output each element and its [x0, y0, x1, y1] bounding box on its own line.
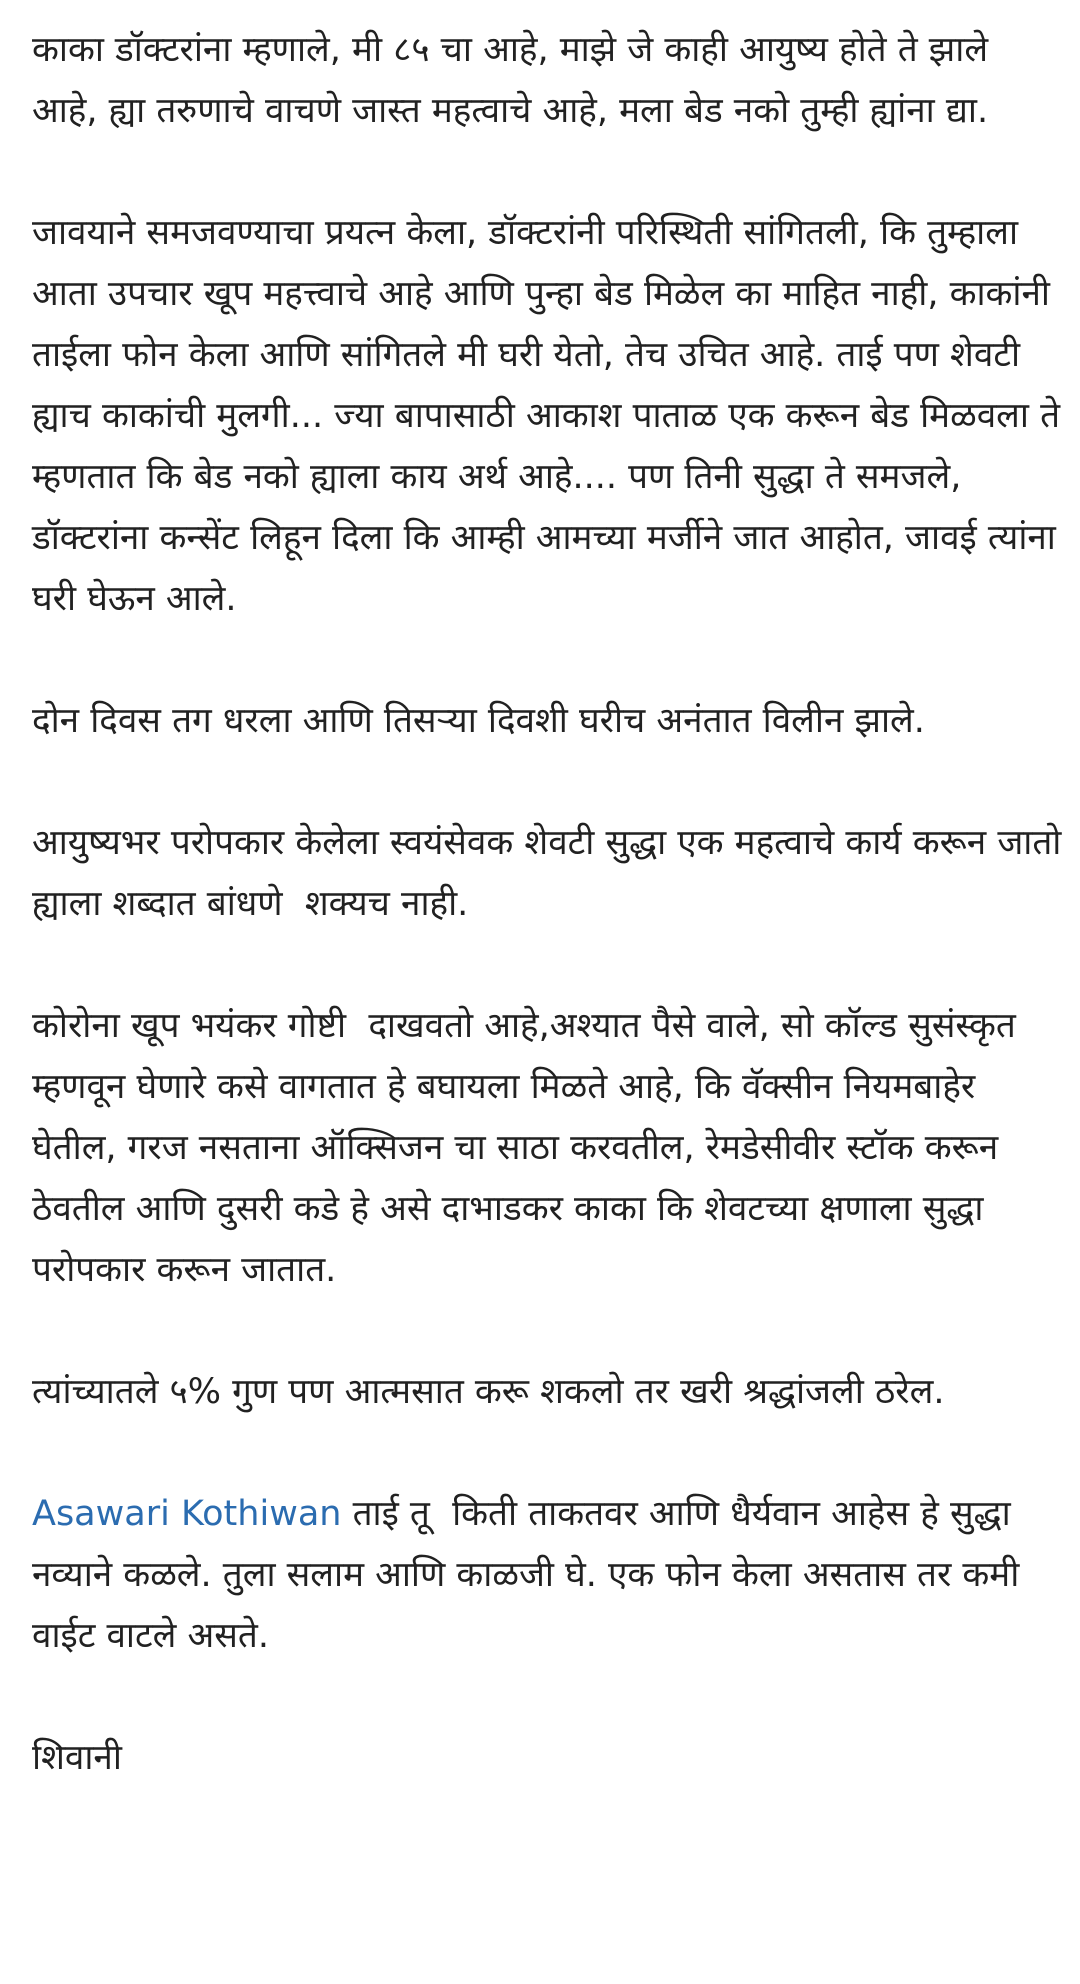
post-paragraph-4: आयुष्यभर परोपकार केलेला स्वयंसेवक शेवटी सुद्धा एक महत्वाचे कार्य करून जातो ह्याला शब्दात बांधणे शक्यच नाही. — [32, 823, 1073, 924]
post-signature: शिवानी — [32, 1738, 122, 1778]
post-paragraph-mention — [32, 1484, 1062, 1667]
post-paragraph-3: दोन दिवस तग धरला आणि तिसऱ्या दिवशी घरीच अनंतात विलीन झाले. — [32, 701, 925, 741]
user-mention-link[interactable]: Asawari Kothiwan — [32, 1494, 342, 1534]
post-paragraph-2: जावयाने समजवण्याचा प्रयत्न केला, डॉक्टरांनी परिस्थिती सांगितली, कि तुम्हाला आता उपचार खूप महत्त्वाचे आहे आणि पुन्हा बेड मिळेल का माहित नाही, काकांनी ताईला फोन केला आणि सांगितले मी घरी येतो, तेच उचित आहे. ताई पण शेवटी ह्याच काकांची मुलगी... ज्या बापासाठी आकाश पाताळ एक करून बेड मिळवला ते म्हणतात कि बेड नको ह्याला काय अर्थ आहे.... पण तिनी सुद्धा ते समजले, डॉक्टरांना कन्सेंट लिहून दिला कि आम्ही आमच्या मर्जीने जात आहोत, जावई त्यांना घरी घेऊन आले. — [32, 213, 1072, 619]
post-paragraph-6: त्यांच्यातले ५% गुण पण आत्मसात करू शकलो तर खरी श्रद्धांजली ठरेल. — [32, 1372, 945, 1412]
post-paragraph-5: कोरोना खूप भयंकर गोष्टी दाखवतो आहे,अश्यात पैसे वाले, सो कॉल्ड सुसंस्कृत म्हणवून घेणारे कसे वागतात हे बघायला मिळते आहे, कि वॅक्सीन नियमबाहेर घेतील, गरज नसताना ऑक्सिजन चा साठा करवतील, रेमडेसीवीर स्टॉक करून ठेवतील आणि दुसरी कडे हे असे दाभाडकर काका कि शेवटच्या क्षणाला सुद्धा परोपकार करून जातात. — [32, 1006, 1027, 1290]
post-body — [32, 20, 1073, 1789]
mention-paragraph-text: ताई तू किती ताकतवर आणि धैर्यवान आहेस हे सुद्धा नव्याने कळले. तुला सलाम आणि काळजी घे. एक फोन केला असतास तर कमी वाईट वाटले असते. — [32, 1494, 1031, 1656]
post-paragraph-1: काका डॉक्टरांना म्हणाले, मी ८५ चा आहे, माझे जे काही आयुष्य होते ते झाले आहे, ह्या तरुणाचे वाचणे जास्त महत्वाचे आहे, मला बेड नको तुम्ही ह्यांना द्या. — [32, 30, 1000, 131]
